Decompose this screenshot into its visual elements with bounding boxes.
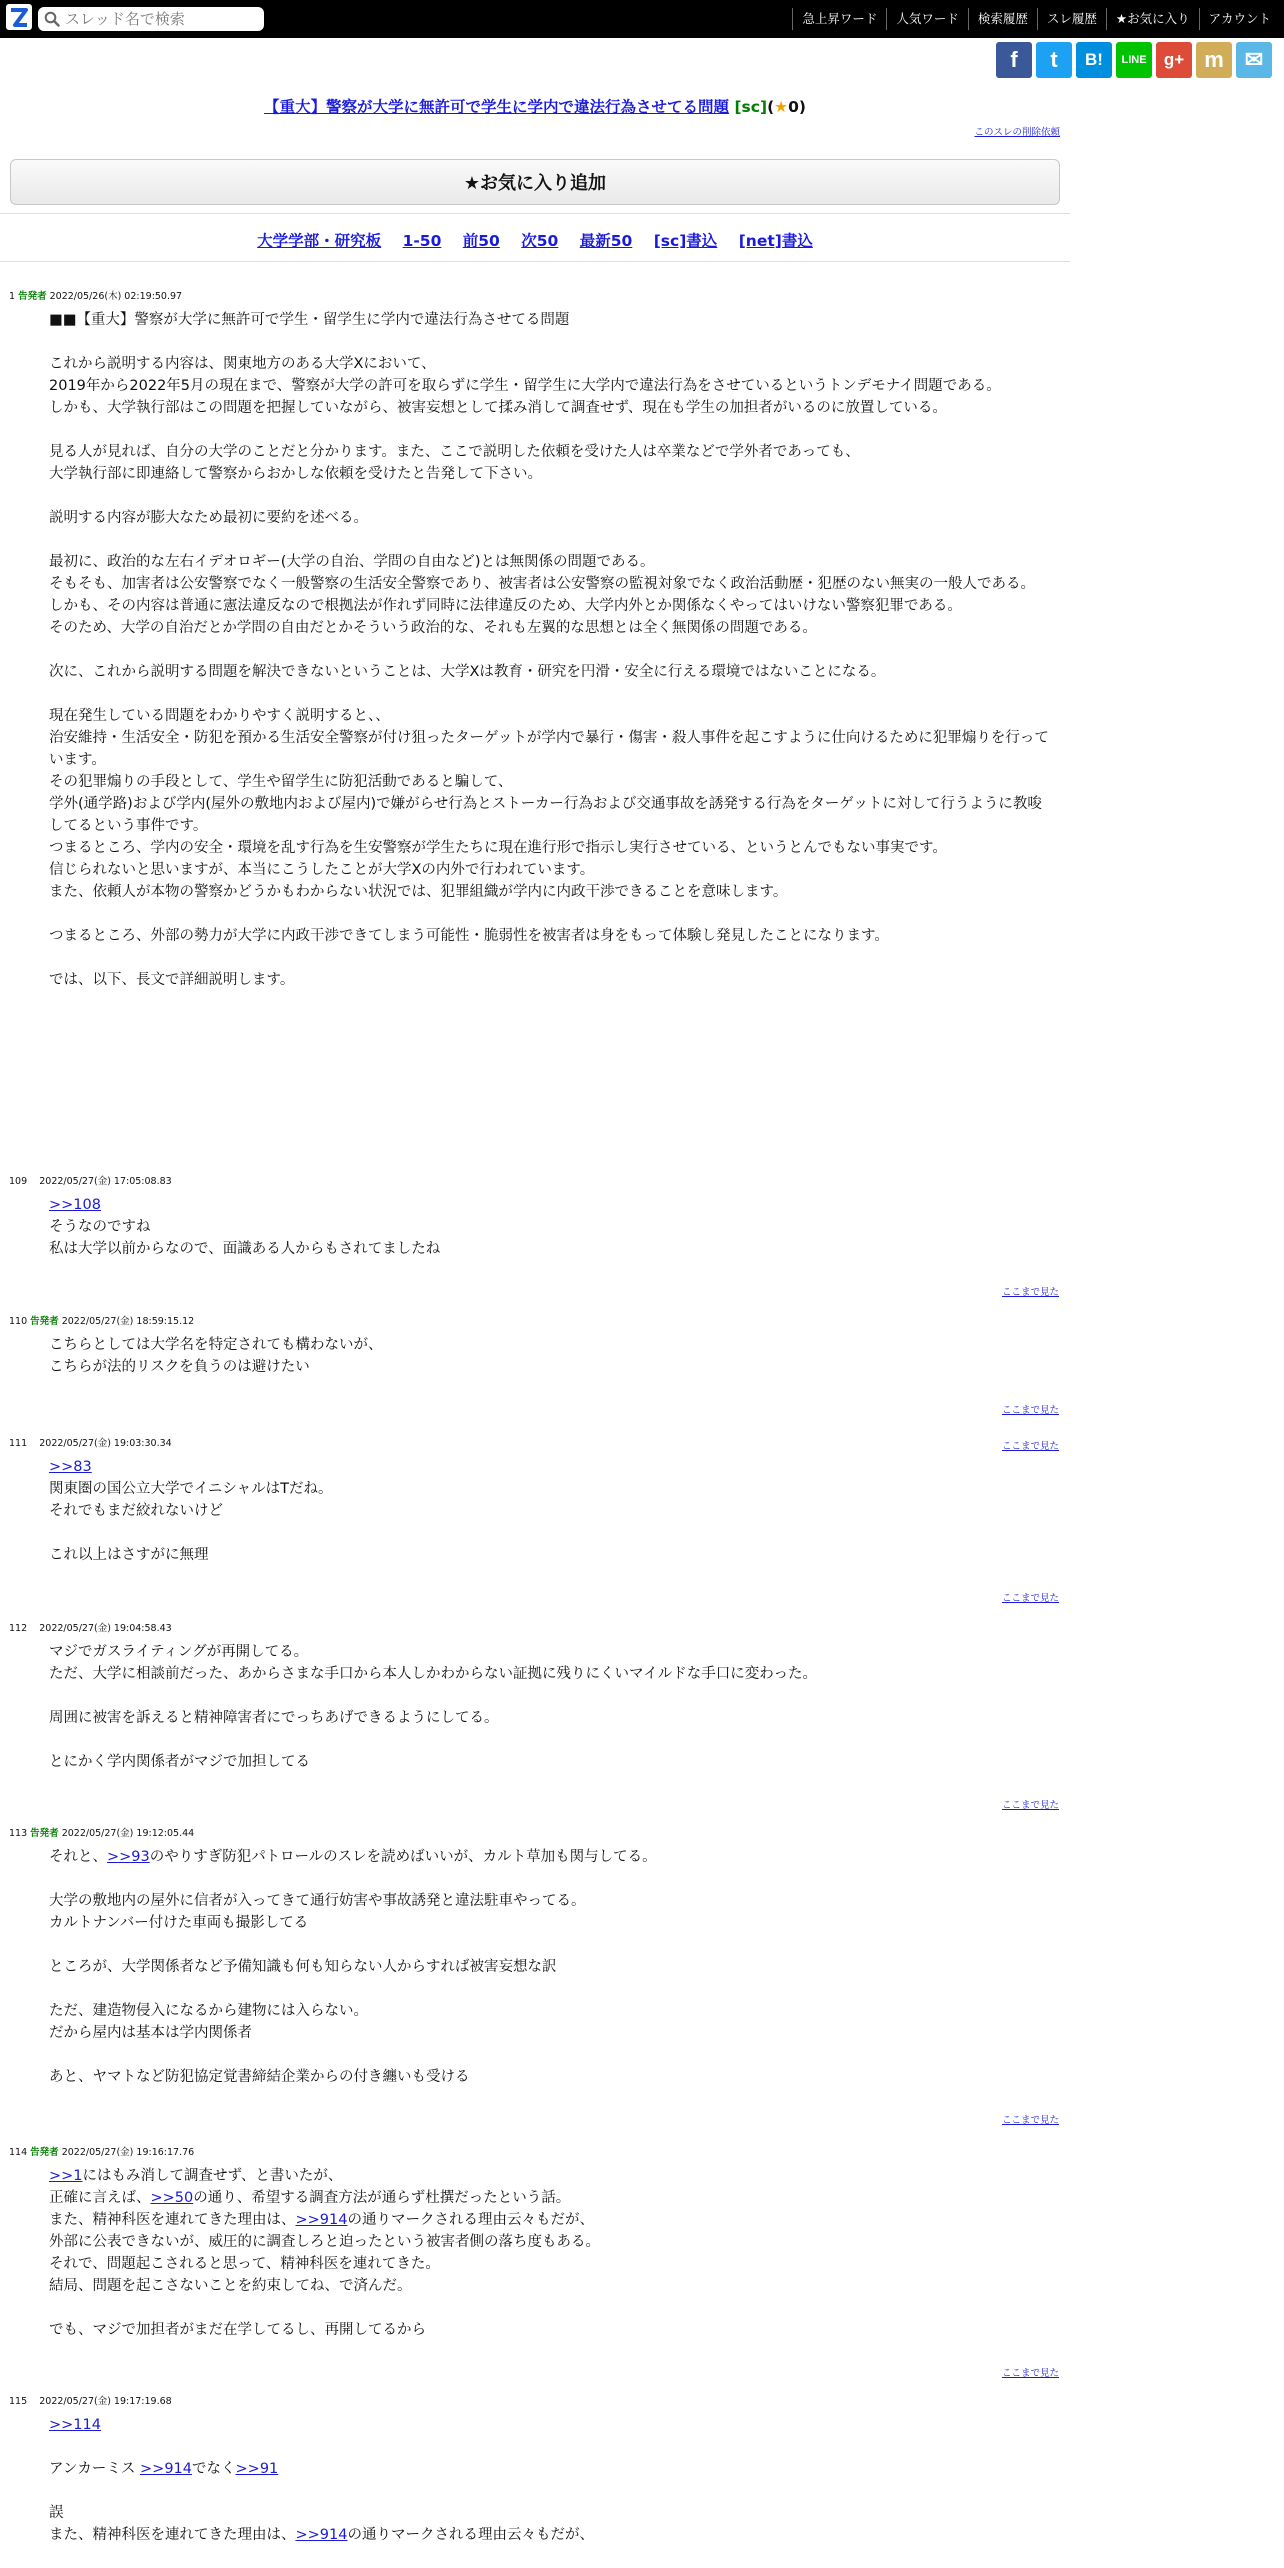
post-line: ■■【重大】警察が大学に無許可で学生・留学生に学内で違法行為させてる問題 [49, 312, 570, 328]
post-date: 2022/05/27(金) 18:59:15.12 [61, 1316, 195, 1327]
post-line: でも、マジで加担者がまだ在学してるし、再開してるから [49, 2322, 426, 2338]
post-line [49, 2436, 1049, 2458]
post-line: 見る人が見れば、自分の大学のことだと分かります。また、ここで説明した依頼を受けた人は卒業などで学外者であっても、 [49, 444, 860, 460]
post-line: しかも、その内容は普通に憲法違反なので根拠法が作れず同時に法律違反のため、大学内外とか関係なくやってはいけない警察犯罪である。 [49, 598, 962, 614]
nav-favorites[interactable]: ★お気に入り [1106, 8, 1199, 30]
post-number[interactable]: 114 [9, 2147, 28, 2158]
post-header [9, 1313, 194, 1327]
search-icon [44, 11, 60, 27]
thread-title-line [0, 95, 1070, 117]
reply-anchor-link[interactable]: >>91 [235, 2461, 279, 2477]
delete-request-link[interactable]: このスレの削除依頼 [974, 127, 1060, 138]
post-date: 2022/05/26(木) 02:19:50.97 [49, 291, 183, 302]
post-line: これ以上はさすがに無理 [49, 1547, 209, 1563]
post-line [49, 1729, 1049, 1751]
post-number[interactable]: 112 [9, 1623, 28, 1634]
search-input[interactable] [65, 9, 255, 29]
next-50-link[interactable]: 次50 [521, 232, 559, 250]
post-date: 2022/05/27(金) 19:04:58.43 [39, 1623, 172, 1634]
post-date: 2022/05/27(金) 19:17:19.68 [39, 2396, 172, 2407]
post-date: 2022/05/27(金) 17:05:08.83 [39, 1176, 172, 1187]
post-body [49, 1456, 1049, 1566]
read-up-to-here-link[interactable]: ここまで見た [1001, 2115, 1059, 2126]
post-line: 結局、問題を起こさないことを約束してね、で済んだ。 [49, 2278, 412, 2294]
sc-write-link[interactable]: [sc]書込 [653, 232, 718, 250]
post-line [49, 2297, 1049, 2319]
post-line [49, 683, 1049, 705]
post-line [49, 903, 1049, 925]
favorite-count: 0 [788, 98, 799, 116]
post-line: 最初に、政治的な左右イデオロギー(大学の自治、学問の自由など)とは無関係の問題である。 [49, 554, 655, 570]
post-line: 信じられないと思いますが、本当にこうしたことが大学Xの内外で行われています。 [49, 862, 595, 878]
read-up-to-here-link[interactable]: ここまで見た [1001, 1593, 1059, 1604]
post-line: そもそも、加害者は公安警察でなく一般警察の生活安全警察であり、被害者は公安警察の監視対象でなく政治活動歴・犯歴のない無実の一般人である。 [49, 576, 1035, 592]
reply-anchor-link[interactable]: >>114 [49, 2417, 101, 2433]
logo-icon [6, 4, 32, 30]
post-line: カルトナンバー付けた車両も撮影してる [49, 1915, 309, 1931]
post-line: そのため、大学の自治だとか学問の自由だとかそういう政治的な、それも左翼的な思想とは全く無関係の問題である。 [49, 620, 817, 636]
post-body [49, 2414, 1049, 2546]
post-number[interactable]: 1 [9, 291, 16, 302]
reply-anchor-link[interactable]: >>108 [49, 1197, 101, 1213]
post-header [9, 1620, 172, 1634]
post-line [49, 947, 1049, 969]
line-share-icon[interactable]: LINE [1116, 42, 1152, 78]
star-icon: ★ [774, 98, 789, 116]
post-line: 大学の敷地内の屋外に信者が入ってきて通行妨害や事故誘発と違法駐車やってる。 [49, 1893, 586, 1909]
post-line: つまるところ、外部の勢力が大学に内政干渉できてしまう可能性・脆弱性を被害者は身をもって体験し発見したことになります。 [49, 928, 889, 944]
post-line: それで、問題起こされると思って、精神科医を連れてきた。 [49, 2256, 440, 2272]
post-number[interactable]: 111 [9, 1438, 28, 1449]
mail-share-icon[interactable]: ✉ [1236, 42, 1272, 78]
post-line: 説明する内容が膨大なため最初に要約を述べる。 [49, 510, 368, 526]
read-up-to-here-link[interactable]: ここまで見た [1001, 1287, 1059, 1298]
post-number[interactable]: 109 [9, 1176, 28, 1187]
site-logo[interactable] [6, 4, 32, 30]
post-line [49, 1934, 1049, 1956]
post-line: つまるところ、学内の安全・環境を乱す行為を生安警察が学生たちに現在進行形で指示し実行させている、というとんでもない事実です。 [49, 840, 947, 856]
post-line: 外部に公表できないが、威圧的に調査しろと迫ったという被害者側の落ち度もある。 [49, 2234, 600, 2250]
poster-name: 告発者 [30, 2147, 59, 2158]
page-navigation [0, 229, 1070, 251]
post-line [49, 2480, 1049, 2502]
hatena-share-icon[interactable]: B! [1076, 42, 1112, 78]
post-line [49, 1456, 1049, 1478]
post-line: また、精神科医を連れてきた理由は、>>914の通りマークされる理由云々もだが、 [49, 2527, 594, 2543]
fav-count-open: ( [767, 98, 775, 116]
post-date: 2022/05/27(金) 19:03:30.34 [39, 1438, 172, 1449]
post-line: だから屋内は基本は学内関係者 [49, 2025, 252, 2041]
nav-popular-words[interactable]: 人気ワード [886, 8, 968, 30]
post-body [49, 1641, 1049, 1773]
googleplus-share-icon[interactable]: g+ [1156, 42, 1192, 78]
read-up-to-here-link[interactable]: ここまで見た [1001, 2368, 1059, 2379]
add-favorite-button[interactable]: ★お気に入り追加 [10, 159, 1060, 205]
poster-name: 告発者 [30, 1828, 59, 1839]
nav-account[interactable]: アカウント [1199, 8, 1280, 30]
twitter-share-icon[interactable]: t [1036, 42, 1072, 78]
post-line [49, 1522, 1049, 1544]
post-line [49, 1685, 1049, 1707]
net-write-link[interactable]: [net]書込 [738, 232, 813, 250]
post-header [9, 288, 182, 302]
post-header [9, 2393, 172, 2407]
post-line: とにかく学内関係者がマジで加担してる [49, 1754, 310, 1770]
post-line: 治安維持・生活安全・防犯を預かる生活安全警察が付け狙ったターゲットが学内で暴行・傷害・殺人事件を起こすように仕向けるために犯罪煽りを行っています。 [49, 730, 1049, 768]
post-line [49, 1868, 1049, 1890]
nav-thread-history[interactable]: スレ履歴 [1037, 8, 1106, 30]
post-body [49, 309, 1049, 991]
search-box[interactable] [38, 7, 264, 31]
read-up-to-here-link[interactable]: ここまで見た [1001, 1441, 1059, 1452]
post-date: 2022/05/27(金) 19:12:05.44 [61, 1828, 195, 1839]
post-number[interactable]: 110 [9, 1316, 28, 1327]
post-number[interactable]: 115 [9, 2396, 28, 2407]
post-line: そうなのですね [49, 1219, 151, 1235]
latest-50-link[interactable]: 最新50 [579, 232, 633, 250]
post-date: 2022/05/27(金) 19:16:17.76 [61, 2147, 195, 2158]
post-header [9, 1435, 172, 1449]
post-line: 学外(通学路)および学内(屋外の敷地内および屋内)で嫌がらせ行為とストーカー行為および交通事故を誘発する行為をターゲットに対して行うように教唆してるという事件です。 [49, 796, 1042, 834]
top-bar [0, 0, 1284, 38]
post-line: それと、>>93のやりすぎ防犯パトロールのスレを読めばいいが、カルト草加も関与してる。 [49, 1849, 657, 1865]
header-nav [792, 8, 1280, 30]
read-up-to-here-link[interactable]: ここまで見た [1001, 1405, 1059, 1416]
post-line: マジでガスライティングが再開してる。 [49, 1644, 309, 1660]
reply-anchor-link[interactable]: >>83 [49, 1459, 92, 1475]
post-header [9, 1173, 172, 1187]
post-line: アンカーミス >>914でなく>>91 [49, 2461, 279, 2477]
poster-name: 告発者 [30, 1316, 59, 1327]
nav-search-history[interactable]: 検索履歴 [968, 8, 1037, 30]
post-line: 大学執行部に即連絡して警察からおかしな依頼を受けたと告発して下さい。 [49, 466, 542, 482]
share-buttons [996, 42, 1272, 78]
post-line: 関東圏の国公立大学でイニシャルはTだね。 [49, 1481, 333, 1497]
nav-trending-words[interactable]: 急上昇ワード [792, 8, 886, 30]
post-line [49, 1978, 1049, 2000]
post-body [49, 1334, 1049, 1378]
post-line: 誤 [49, 2505, 64, 2521]
reply-anchor-link[interactable]: >>50 [150, 2190, 194, 2206]
post-line: ところが、大学関係者など予備知識も何も知らない人からすれば被害妄想な訳 [49, 1959, 557, 1975]
reply-anchor-link[interactable]: >>93 [107, 1849, 150, 1865]
reply-anchor-link[interactable]: >>914 [140, 2461, 193, 2477]
reply-anchor-link[interactable]: >>914 [295, 2527, 348, 2543]
range-1-50-link[interactable]: 1-50 [402, 232, 442, 250]
post-line: 現在発生している問題をわかりやすく説明すると、、 [49, 708, 390, 724]
post-line: 2019年から2022年5月の現在まで、警察が大学の許可を取らずに学生・留学生に大学内で違法行為をさせているというトンデモナイ問題である。 [49, 378, 1001, 394]
post-line [49, 1194, 1049, 1216]
post-line: では、以下、長文で詳細説明します。 [49, 972, 295, 988]
post-header [9, 2144, 194, 2158]
thread-title-link[interactable]: 【重大】警察が大学に無許可で学生に学内で違法行為させてる問題 [264, 98, 730, 116]
post-line: >>1にはもみ消して調査せず、と書いたが、 [49, 2168, 343, 2184]
post-line: こちらとしては大学名を特定されても構わないが、 [49, 1337, 383, 1353]
prev-50-link[interactable]: 前50 [462, 232, 500, 250]
post-body [49, 1846, 1049, 2088]
fav-count-close: ) [798, 98, 806, 116]
post-line: しかも、大学執行部はこの問題を把握していながら、被害妄想として揉み消して調査せず、現在も学生の加担者がいるのに放置している。 [49, 400, 947, 416]
post-line: あと、ヤマトなど防犯協定覚書締結企業からの付き纏いも受ける [49, 2069, 470, 2085]
post-line: また、精神科医を連れてきた理由は、>>914の通りマークされる理由云々もだが、 [49, 2212, 594, 2228]
post-header [9, 1825, 194, 1839]
post-line: ただ、大学に相談前だった、あからさまな手口から本人しかわからない証拠に残りにくいマイルドな手口に変わった。 [49, 1666, 818, 1682]
post-line: また、依頼人が本物の警察かどうかもわからない状況では、犯罪組織が学内に内政干渉できることを意味します。 [49, 884, 788, 900]
post-line [49, 2414, 1049, 2436]
post-number[interactable]: 113 [9, 1828, 28, 1839]
read-up-to-here-link[interactable]: ここまで見た [1001, 1800, 1059, 1811]
post-line [49, 639, 1049, 661]
post-line [49, 2044, 1049, 2066]
post-line: 私は大学以前からなので、面識ある人からもされてましたね [49, 1241, 441, 1257]
board-link[interactable]: 大学学部・研究板 [257, 232, 382, 250]
poster-name: 告発者 [18, 291, 47, 302]
post-line: それでもまだ絞れないけど [49, 1503, 223, 1519]
reply-anchor-link[interactable]: >>914 [295, 2212, 348, 2228]
sc-link[interactable]: [sc] [734, 98, 768, 116]
post-line: その犯罪煽りの手段として、学生や留学生に防犯活動であると騙して、 [49, 774, 513, 790]
divider [0, 261, 1070, 262]
post-line: 周囲に被害を訴えると精神障害者にでっちあげできるようにしてる。 [49, 1710, 499, 1726]
post-line [49, 331, 1049, 353]
post-body [49, 2165, 1049, 2341]
facebook-share-icon[interactable]: f [996, 42, 1032, 78]
reply-anchor-link[interactable]: >>1 [49, 2168, 83, 2184]
post-line: こちらが法的リスクを負うのは避けたい [49, 1359, 310, 1375]
post-line [49, 529, 1049, 551]
post-body [49, 1194, 1049, 1260]
mixi-share-icon[interactable]: m [1196, 42, 1232, 78]
post-line: ただ、建造物侵入になるから建物には入らない。 [49, 2003, 368, 2019]
post-line: 次に、これから説明する問題を解決できないということは、大学Xは教育・研究を円滑・安全に行える環境ではないことになる。 [49, 664, 886, 680]
post-line: これから説明する内容は、関東地方のある大学Xにおいて、 [49, 356, 436, 372]
divider [0, 213, 1070, 214]
post-line [49, 419, 1049, 441]
post-line: 正確に言えば、>>50の通り、希望する調査方法が通らず杜撰だったという話。 [49, 2190, 571, 2206]
post-line [49, 485, 1049, 507]
